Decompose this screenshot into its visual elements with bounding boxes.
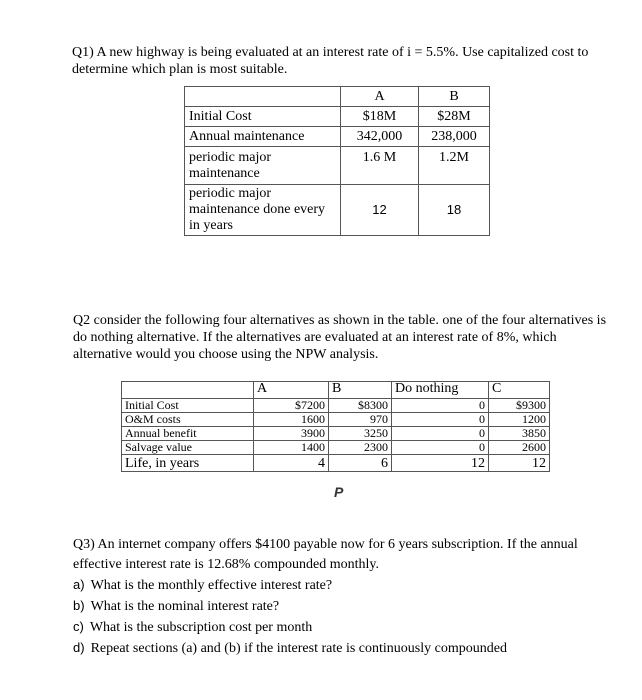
table-cell: Initial Cost [185, 107, 341, 127]
table-row [185, 107, 490, 127]
table-cell: 3250 [329, 427, 392, 441]
table-cell: 6 [329, 455, 392, 472]
item-text: What is the nominal interest rate? [90, 599, 280, 614]
table-cell: 0 [392, 413, 489, 427]
table-cell: 238,000 [419, 127, 490, 147]
item-label: a) [73, 577, 85, 592]
table-cell: 1.2M [419, 147, 490, 185]
table-cell: 0 [392, 441, 489, 455]
table-header-a: A [254, 382, 329, 399]
table-row [185, 147, 490, 185]
q2-table [121, 381, 550, 472]
question-1-text: Q1) A new highway is being evaluated at an interest rate of i = 5.5%. Use capitalized cost to determine which plan is most suitable. [72, 45, 589, 77]
table-header-b: B [329, 382, 392, 399]
table-cell: 18 [419, 185, 490, 236]
table-row [122, 441, 550, 455]
table-cell: periodic major maintenance [185, 147, 341, 185]
table-row [185, 127, 490, 147]
table-cell: 342,000 [341, 127, 419, 147]
table-cell: 1600 [254, 413, 329, 427]
table-cell: 3900 [254, 427, 329, 441]
table-row [122, 399, 550, 413]
table-cell: Annual maintenance [185, 127, 341, 147]
table-cell: 4 [254, 455, 329, 472]
list-item [73, 617, 593, 638]
q1-table [184, 86, 490, 236]
table-cell: 1200 [489, 413, 550, 427]
table-cell: Life, in years [122, 455, 254, 472]
question-3 [73, 535, 593, 659]
item-text: Repeat sections (a) and (b) if the interest rate is continuously compounded [90, 641, 507, 656]
table-header-c: C [489, 382, 550, 399]
table-row [122, 455, 550, 472]
question-3-text: Q3) An internet company offers $4100 payable now for 6 years subscription. If the annual effective interest rate is 12.68% compounded monthly. [73, 537, 578, 572]
table-cell: 2600 [489, 441, 550, 455]
table-header-b: B [419, 87, 490, 107]
table-cell: 1400 [254, 441, 329, 455]
item-label: c) [73, 619, 84, 634]
table-cell: 0 [392, 399, 489, 413]
table-cell: Salvage value [122, 441, 254, 455]
table-cell [122, 382, 254, 399]
handwritten-p-mark: P [334, 484, 344, 500]
table-row [122, 427, 550, 441]
table-cell: $18M [341, 107, 419, 127]
table-cell: 0 [392, 427, 489, 441]
table-cell: 12 [341, 185, 419, 236]
table-header-a: A [341, 87, 419, 107]
table-row [185, 185, 490, 236]
list-item [73, 638, 593, 659]
table-header-do-nothing: Do nothing [392, 382, 489, 399]
item-label: d) [73, 640, 85, 655]
table-cell: 12 [489, 455, 550, 472]
table-cell: 2300 [329, 441, 392, 455]
table-cell: $9300 [489, 399, 550, 413]
table-cell: periodic major maintenance done every in years [185, 185, 341, 236]
list-item [73, 575, 593, 596]
table-cell: 12 [392, 455, 489, 472]
table-cell: $8300 [329, 399, 392, 413]
item-label: b) [73, 598, 85, 613]
table-cell: Initial Cost [122, 399, 254, 413]
table-cell: 1.6 M [341, 147, 419, 185]
item-text: What is the monthly effective interest rate? [90, 578, 333, 593]
question-2-text: Q2 consider the following four alternatives as shown in the table. one of the four alternatives is do nothing alternative. If the alternatives are evaluated at an interest rate of 8%, which alternative would you choose using the NPW analysis. [73, 313, 607, 362]
table-row [185, 87, 490, 107]
table-cell: Annual benefit [122, 427, 254, 441]
table-cell: $7200 [254, 399, 329, 413]
list-item [73, 596, 593, 617]
table-cell: O&M costs [122, 413, 254, 427]
table-cell [185, 87, 341, 107]
table-row [122, 413, 550, 427]
table-cell: $28M [419, 107, 490, 127]
item-text: What is the subscription cost per month [89, 620, 313, 635]
table-row [122, 382, 550, 399]
table-cell: 970 [329, 413, 392, 427]
table-cell: 3850 [489, 427, 550, 441]
